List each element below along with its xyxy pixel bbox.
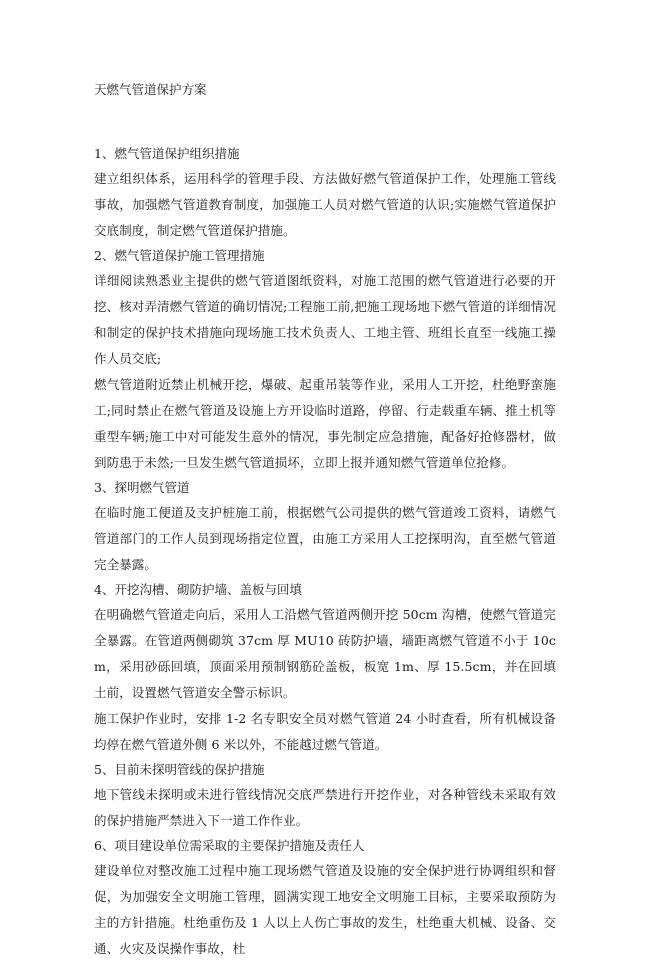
paragraph: 建设单位对整改施工过程中施工现场燃气管道及设施的安全保护进行协调组织和督促，为加强安全文明施工管理，圆满实现工地安全文明施工目标，主要采取预防为主的方针措施。杜绝重伤及 1 人以上人伤亡事故的发生，杜绝重大机械、设备、交通、火灾及误操作事故，杜	[94, 863, 556, 956]
section-owner-responsibility	[94, 834, 556, 962]
document-title: 天燃气管道保护方案	[94, 82, 207, 97]
section-heading: 5、目前未探明管线的保护措施	[94, 762, 265, 777]
paragraph: 燃气管道附近禁止机械开挖，爆破、起重吊装等作业，采用人工开挖，杜绝野蛮施工;同时禁止在燃气管道及设施上方开设临时道路，停留、行走载重车辆、推土机等重型车辆;施工中对可能发生意外的情况，事先制定应急措施，配备好抢修器材，做到防患于未然;一旦发生燃气管道损坏，立即上报并通知燃气管道单位抢修。	[94, 377, 556, 470]
paragraph: 地下管线未探明或未进行管线情况交底严禁进行开挖作业，对各种管线未采取有效的保护措施严禁进入下一道工作作业。	[94, 787, 556, 828]
section-unlocated-lines	[94, 758, 556, 834]
section-locate-pipeline	[94, 476, 556, 578]
document-page	[94, 78, 556, 962]
paragraph: 建立组织体系，运用科学的管理手段、方法做好燃气管道保护工作，处理施工管线事故，加强燃气管道教育制度，加强施工人员对燃气管道的认识;实施燃气管道保护交底制度，制定燃气管道保护措施。	[94, 171, 556, 238]
section-org-measures	[94, 142, 556, 244]
section-heading: 6、项目建设单位需采取的主要保护措施及责任人	[94, 838, 365, 853]
paragraph: 在临时施工便道及支护桩施工前，根据燃气公司提供的燃气管道竣工资料，请燃气管道部门的工作人员到现场指定位置，由施工方采用人工挖探明沟，直至燃气管道完全暴露。	[94, 505, 556, 572]
section-heading: 1、燃气管道保护组织措施	[94, 146, 240, 161]
section-heading: 3、探明燃气管道	[94, 480, 190, 495]
section-construction-management	[94, 244, 556, 476]
paragraph: 在明确燃气管道走向后，采用人工沿燃气管道两侧开挖 50cm 沟槽，使燃气管道完全暴露。在管道两侧砌筑 37cm 厚 MU10 砖防护墙，墙距离燃气管道不小于 10cm，采用砂砾回填，顶面采用预制钢筋砼盖板，板宽 1m、厚 15.5cm，并在回填土前，设置燃气管道安全警示标识。	[94, 607, 556, 700]
paragraph: 施工保护作业时，安排 1-2 名专职安全员对燃气管道 24 小时查看，所有机械设备均停在燃气管道外侧 6 米以外，不能越过燃气管道。	[94, 711, 556, 752]
section-heading: 2、燃气管道保护施工管理措施	[94, 248, 265, 263]
paragraph: 详细阅读熟悉业主提供的燃气管道图纸资料，对施工范围的燃气管道进行必要的开挖、核对弄清燃气管道的确切情况;工程施工前,把施工现场地下燃气管道的详细情况和制定的保护技术措施向现场施工技术负责人、工地主管、班组长直至一线施工操作人员交底;	[94, 273, 556, 366]
section-trench-wall-cover	[94, 578, 556, 758]
section-heading: 4、开挖沟槽、砌防护墙、盖板与回填	[94, 582, 302, 597]
